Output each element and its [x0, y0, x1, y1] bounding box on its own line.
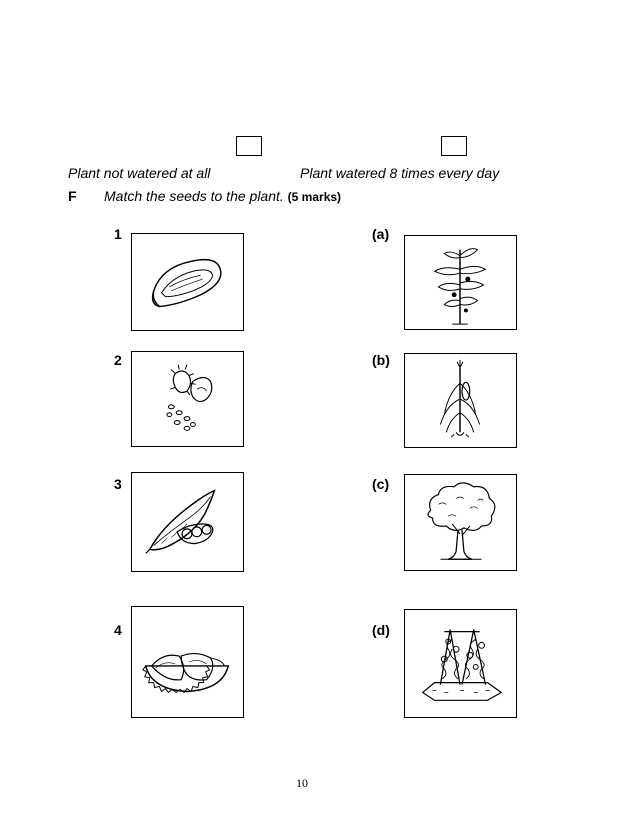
climbing-bean-plant-icon [405, 610, 516, 717]
plant-letter-d: (d) [372, 622, 390, 638]
tree-icon [405, 475, 516, 570]
plant-box-a[interactable] [404, 235, 517, 330]
mango-seed-icon [132, 234, 243, 330]
plant-box-c[interactable] [404, 474, 517, 571]
answer-box-not-watered[interactable] [236, 136, 262, 156]
plant-box-d[interactable] [404, 609, 517, 718]
seed-number-1: 1 [114, 226, 122, 242]
answer-box-watered[interactable] [441, 136, 467, 156]
plant-letter-b: (b) [372, 352, 390, 368]
seed-box-2[interactable] [131, 351, 244, 447]
page-number: 10 [296, 776, 308, 790]
section-marks: (5 marks) [287, 190, 342, 204]
durian-seed-icon [132, 607, 243, 717]
seedling-plant-icon [405, 236, 516, 329]
pea-pod-icon [132, 473, 243, 571]
plant-letter-c: (c) [372, 476, 390, 492]
section-heading [68, 188, 341, 204]
plant-letter-a: (a) [372, 226, 390, 242]
seed-number-3: 3 [114, 476, 122, 492]
rambutan-seed-icon [132, 352, 243, 446]
seed-box-1[interactable] [131, 233, 244, 331]
section-letter: F [68, 188, 77, 204]
seed-number-2: 2 [114, 352, 122, 368]
caption-not-watered: Plant not watered at all [68, 165, 211, 181]
seed-box-3[interactable] [131, 472, 244, 572]
corn-plant-icon [405, 354, 516, 447]
seed-number-4: 4 [114, 622, 122, 638]
seed-box-4[interactable] [131, 606, 244, 718]
caption-watered: Plant watered 8 times every day [300, 165, 500, 181]
plant-box-b[interactable] [404, 353, 517, 448]
section-instruction: Match the seeds to the plant. [104, 188, 284, 204]
